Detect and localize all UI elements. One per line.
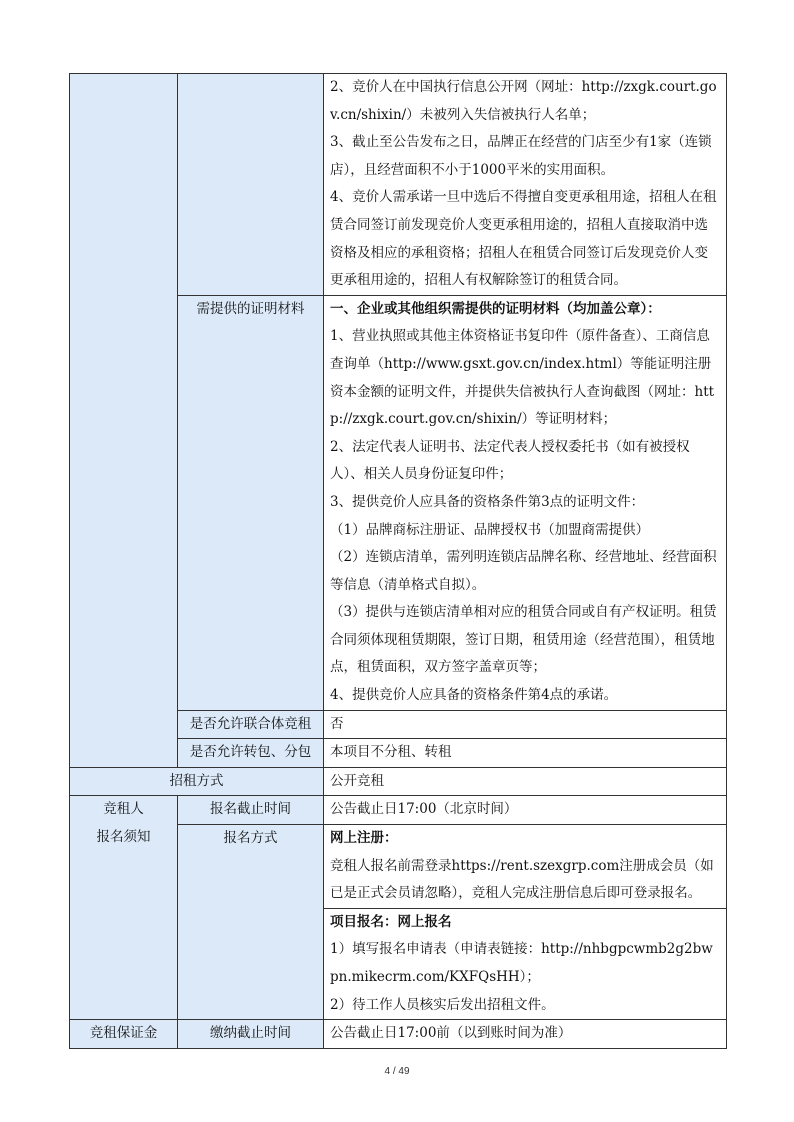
method-label: 招租方式 (70, 767, 324, 796)
subcontract-label: 是否允许转包、分包 (178, 739, 324, 768)
project-register-item: 1）填写报名申请表（申请表链接：http://nhbgpcwmb2g2bwpn.mikecrm.com/KXFQsHH）； (330, 941, 713, 985)
consortium-value: 否 (324, 710, 727, 739)
group-cell-qualification (70, 74, 178, 768)
materials-item: 1、营业执照或其他主体资格证书复印件（原件备查）、工商信息查询单（http://www.gsxt.gov.cn/index.html）等能证明注册资本金额的证明文件，并提供失信被执行人查询截图（网址：http://zxgk.court.gov.cn/shixin/）等证明材料； (330, 328, 715, 428)
method-value: 公开竞租 (324, 767, 727, 796)
qualification-content (324, 74, 727, 296)
materials-item: （1）品牌商标注册证、品牌授权书（加盟商需提供） (330, 521, 650, 538)
online-register-heading: 网上注册： (330, 830, 398, 847)
materials-item: 2、法定代表人证明书、法定代表人授权委托书（如有被授权人）、相关人员身份证复印件； (330, 438, 690, 483)
qualification-row (70, 74, 727, 296)
subcontract-value: 本项目不分租、转租 (324, 739, 727, 768)
registration-deadline-row (70, 796, 727, 825)
registration-method-content (324, 825, 727, 1020)
materials-item: （3）提供与连锁店清单相对应的租赁合同或自有产权证明。租赁合同须体现租赁期限，签订日期，租赁用途（经营范围），租赁地点，租赁面积，双方签字盖章页等； (330, 604, 717, 676)
project-register-item: 2）待工作人员核实后发出招租文件。 (330, 996, 555, 1013)
online-register-text: 竞租人报名前需登录https://rent.szexgrp.com注册成会员（如已是正式会员请忽略），竞租人完成注册信息后即可登录报名。 (330, 857, 714, 902)
materials-item: （2）连锁店清单，需列明连锁店品牌名称、经营地址、经营面积等信息（清单格式自拟）。 (330, 549, 717, 593)
registration-deadline-label: 报名截止时间 (178, 796, 324, 825)
tender-table (69, 73, 727, 1049)
materials-heading: 一、企业或其他组织需提供的证明材料（均加盖公章）： (330, 300, 661, 317)
registration-group-label-line: 竞租人 (103, 801, 144, 818)
deposit-deadline-value: 公告截止日17:00前（以到账时间为准） (324, 1020, 727, 1049)
project-register-heading: 项目报名：网上报名 (330, 913, 452, 930)
materials-item: 4、提供竞价人应具备的资格条件第4点的承诺。 (330, 687, 618, 704)
consortium-label: 是否允许联合体竞租 (178, 710, 324, 739)
method-row (70, 767, 727, 796)
qualification-item: 3、截止至公告发布之日，品牌正在经营的门店至少有1家（连锁店），且经营面积不小于1000平米的实用面积。 (330, 134, 712, 178)
materials-item: 3、提供竞价人应具备的资格条件第3点的证明文件： (330, 493, 645, 510)
qualification-label-cell (178, 74, 324, 296)
deposit-label: 竞租保证金 (70, 1020, 178, 1049)
registration-deadline-value: 公告截止日17:00（北京时间） (324, 796, 727, 825)
deposit-row (70, 1020, 727, 1049)
deposit-deadline-label: 缴纳截止时间 (178, 1020, 324, 1049)
qualification-item: 2、竞价人在中国执行信息公开网（网址：http://zxgk.court.gov.cn/shixin/）未被列入失信被执行人名单； (330, 79, 717, 123)
registration-method-label: 报名方式 (178, 825, 324, 1020)
qualification-item: 4、竞价人需承诺一旦中选后不得擅自变更承租用途，招租人在租赁合同签订前发现竞价人变更承租用途的，招租人直接取消中选资格及相应的承租资格；招租人在租赁合同签订后发现竞价人变更承租用途的，招租人有权解除签订的租赁合同。 (330, 189, 717, 289)
page-number: 4 / 49 (384, 1066, 410, 1077)
materials-label: 需提供的证明材料 (178, 295, 324, 710)
registration-group-label-line: 报名须知 (96, 829, 151, 846)
registration-group-label (70, 796, 178, 1020)
materials-content (324, 295, 727, 710)
